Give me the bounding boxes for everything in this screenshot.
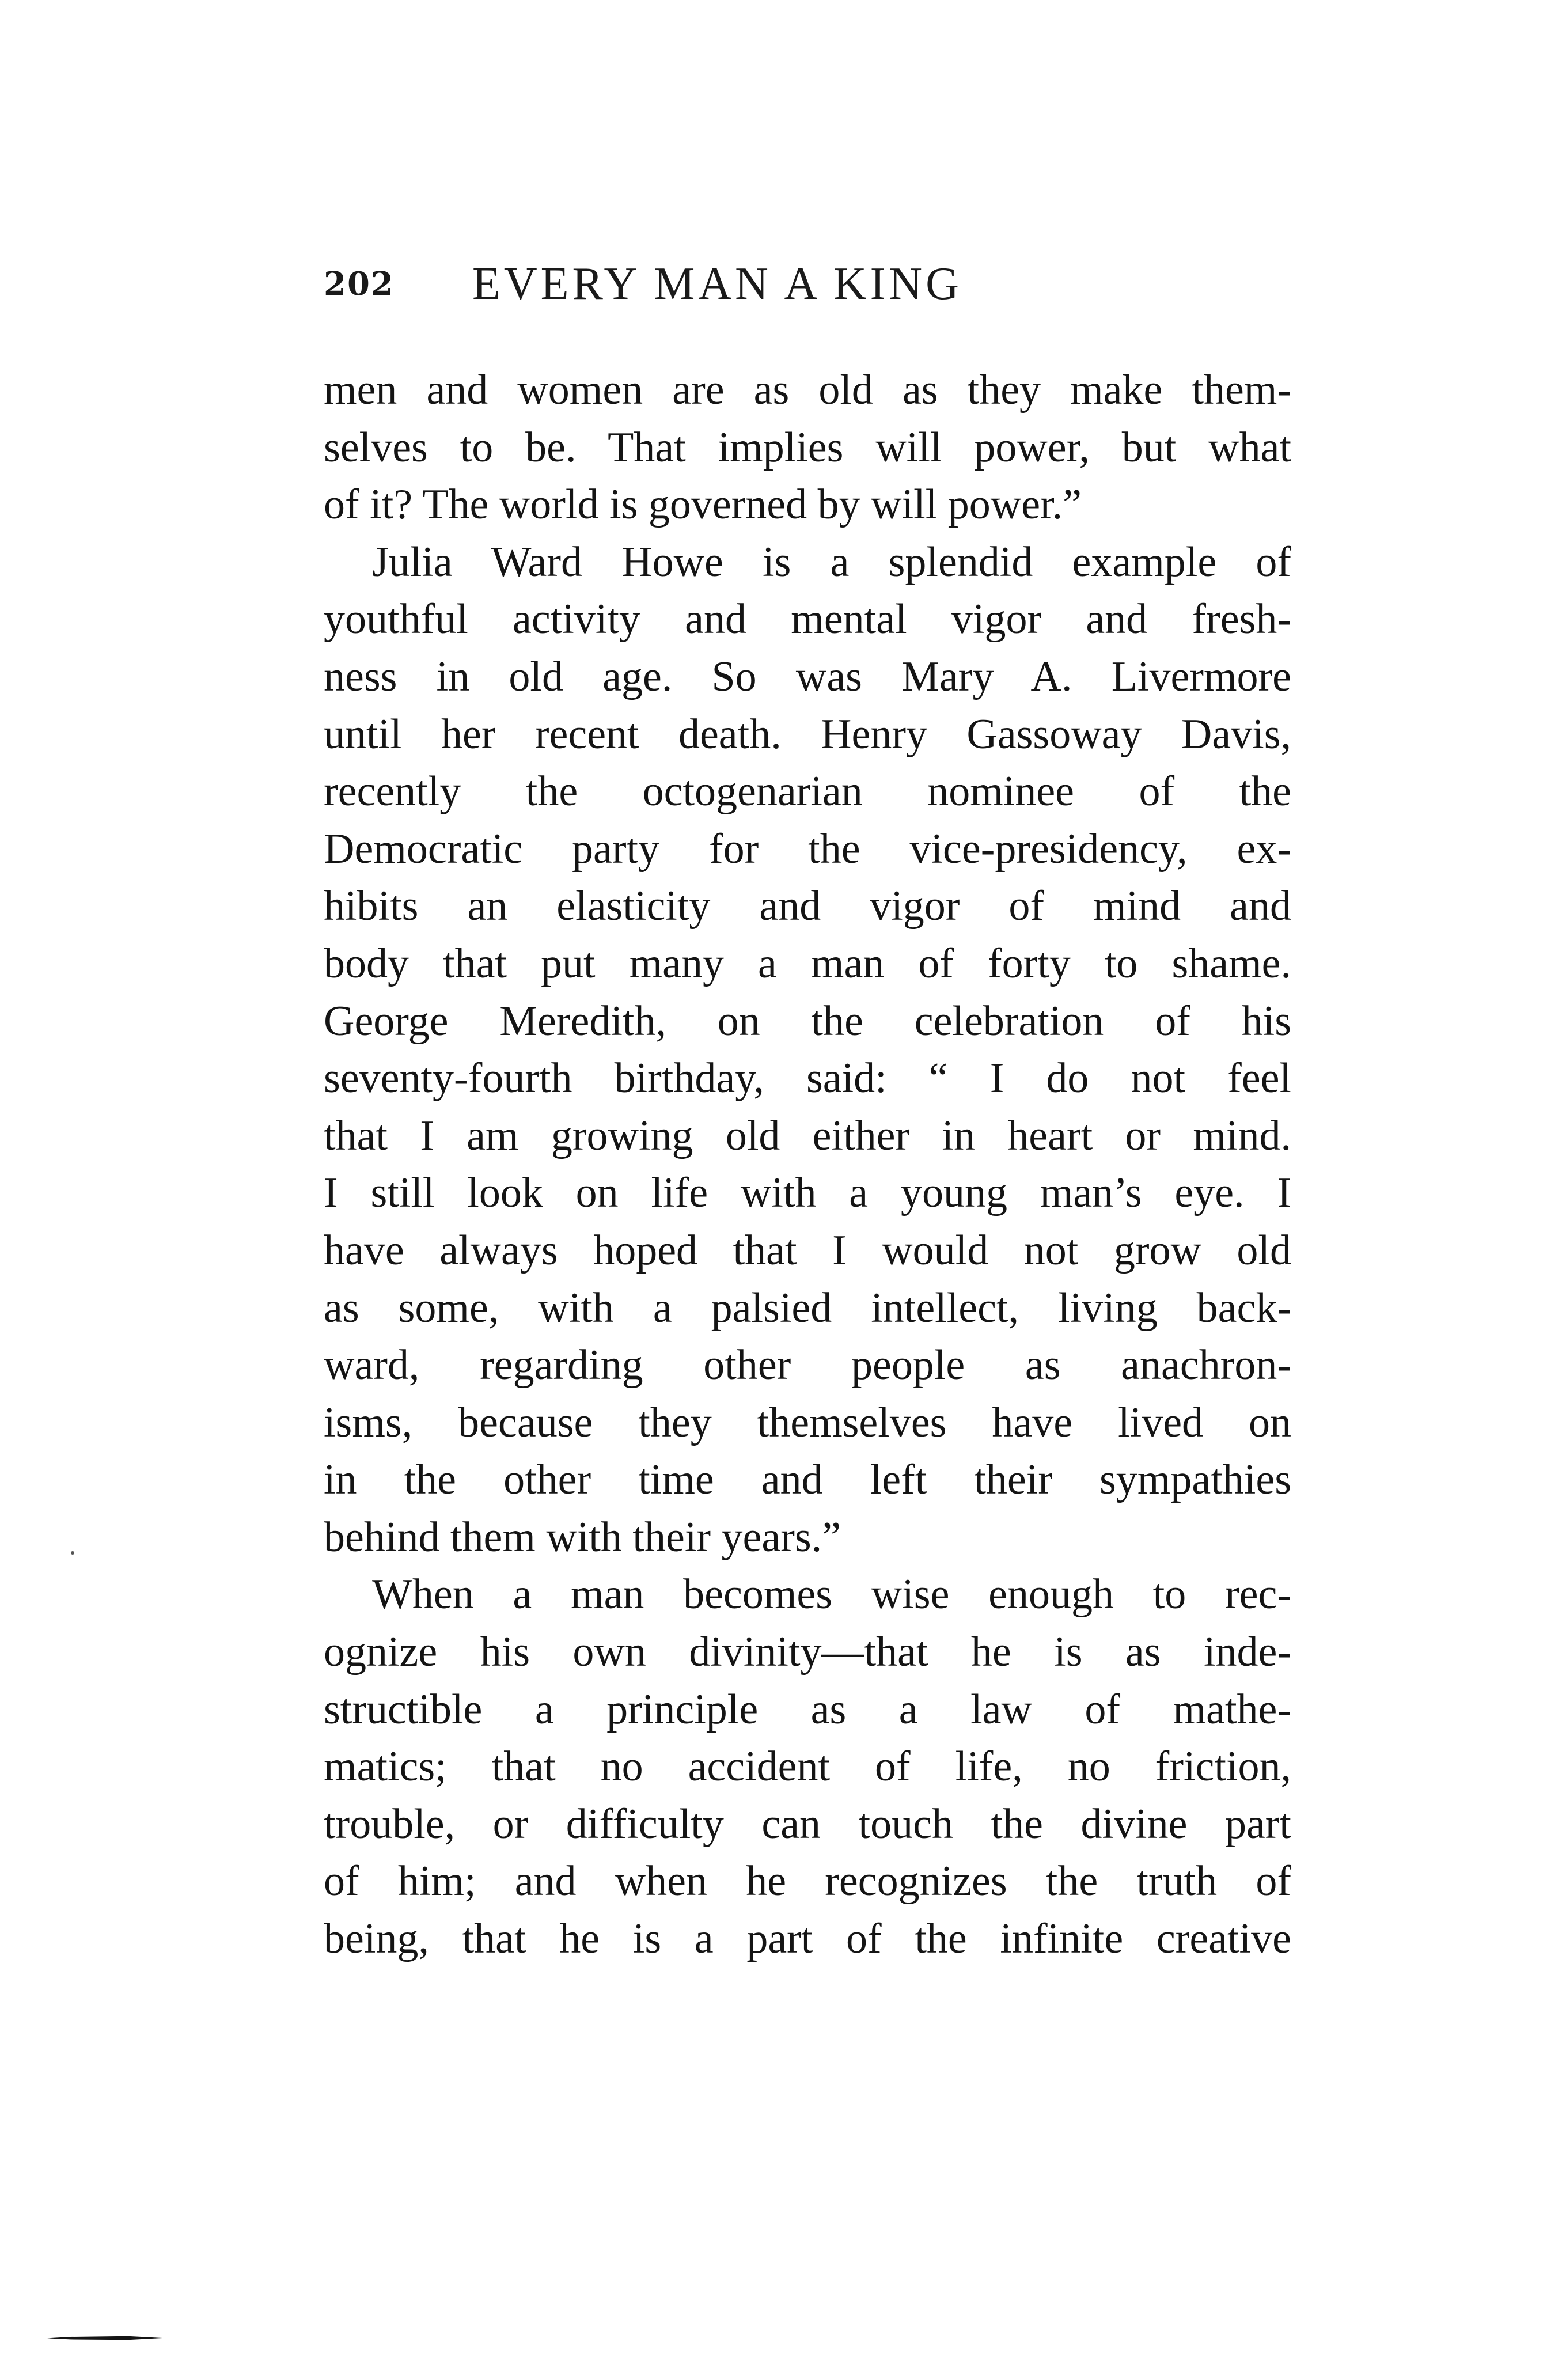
text-line: ognize his own divinity—that he is as inde- <box>324 1628 1291 1676</box>
text-line: ness in old age. So was Mary A. Livermore <box>324 653 1291 700</box>
text-line: youthful activity and mental vigor and fresh- <box>324 596 1291 643</box>
text-line: in the other time and left their sympathies <box>324 1456 1291 1504</box>
text-line: isms, because they themselves have lived on <box>324 1399 1291 1446</box>
text-line: Democratic party for the vice-presidency, ex- <box>324 825 1291 873</box>
text-line: of it? The world is governed by will power.” <box>324 481 1082 529</box>
text-line: trouble, or difficulty can touch the divine part <box>324 1800 1291 1848</box>
scan-speck <box>71 1551 74 1555</box>
text-line: behind them with their years.” <box>324 1513 841 1561</box>
text-line: seventy-fourth birthday, said: “ I do not feel <box>324 1055 1291 1102</box>
paragraph-start-line: Julia Ward Howe is a splendid example of <box>372 538 1291 586</box>
text-line: until her recent death. Henry Gassoway Davis, <box>324 710 1291 758</box>
running-title: EVERY MAN A KING <box>472 259 962 309</box>
text-line: men and women are as old as they make them- <box>324 366 1291 414</box>
text-line: recently the octogenarian nominee of the <box>324 768 1291 816</box>
body-text <box>324 362 1291 1968</box>
text-line: structible a principle as a law of mathe- <box>324 1685 1291 1733</box>
text-line: matics; that no accident of life, no friction, <box>324 1743 1291 1791</box>
paragraph-start-line: When a man becomes wise enough to rec- <box>372 1571 1291 1619</box>
text-line: of him; and when he recognizes the truth of <box>324 1858 1291 1905</box>
text-line: George Meredith, on the celebration of his <box>324 997 1291 1045</box>
text-line: body that put many a man of forty to shame. <box>324 939 1291 987</box>
text-line: have always hoped that I would not grow old <box>324 1226 1291 1274</box>
text-line: I still look on life with a young man’s eye. I <box>324 1169 1291 1217</box>
scan-mark <box>47 2336 162 2340</box>
text-line: selves to be. That implies will power, but what <box>324 423 1291 471</box>
page-number: 202 <box>324 265 395 303</box>
text-line: hibits an elasticity and vigor of mind and <box>324 882 1291 930</box>
text-line: as some, with a palsied intellect, living back- <box>324 1284 1291 1332</box>
text-line: being, that he is a part of the infinite creative <box>324 1915 1291 1963</box>
text-line: ward, regarding other people as anachron- <box>324 1341 1291 1389</box>
text-line: that I am growing old either in heart or mind. <box>324 1112 1291 1159</box>
running-head <box>324 258 1303 321</box>
